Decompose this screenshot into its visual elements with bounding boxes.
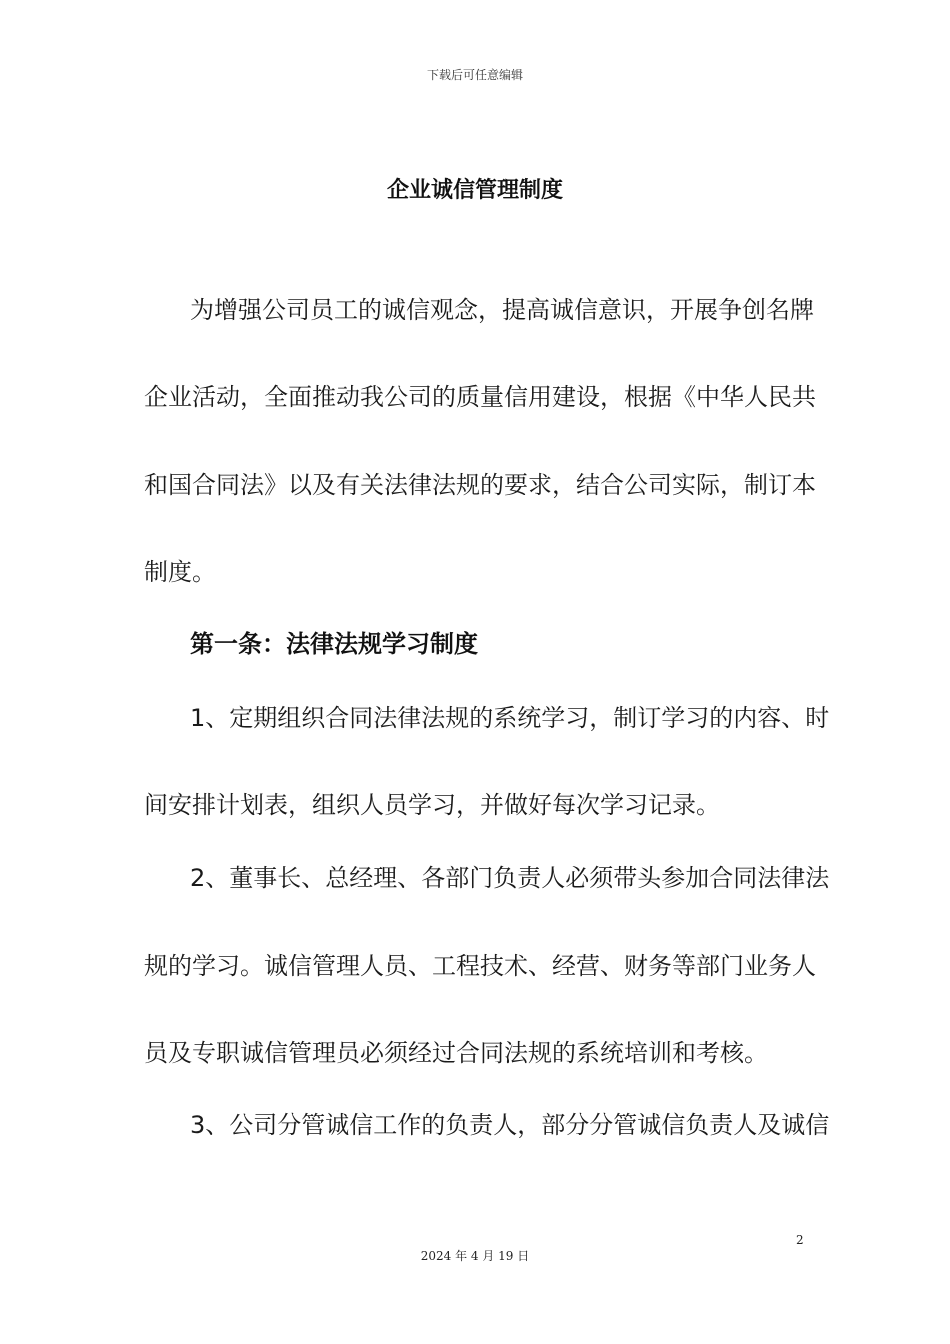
item-1-line-2: 间安排计划表，组织人员学习，并做好每次学习记录。 xyxy=(144,791,720,819)
item-3-line-1: 3、公司分管诚信工作的负责人，部分分管诚信负责人及诚信 xyxy=(190,1111,830,1139)
document-title: 企业诚信管理制度 xyxy=(386,178,563,203)
item-2-line-1: 2、董事长、总经理、各部门负责人必须带头参加合同法律法 xyxy=(190,864,830,892)
intro-line-2: 企业活动，全面推动我公司的质量信用建设，根据《中华人民共 xyxy=(144,383,816,411)
footer-date: 2024 年 4 月 19 日 xyxy=(420,1249,530,1263)
item-2-line-2: 规的学习。诚信管理人员、工程技术、经营、财务等部门业务人 xyxy=(144,952,816,980)
item-2-line-3: 员及专职诚信管理员必须经过合同法规的系统培训和考核。 xyxy=(144,1039,768,1067)
header-note: 下载后可任意编辑 xyxy=(426,68,523,82)
intro-line-4: 制度。 xyxy=(144,558,216,586)
section-1-heading: 第一条：法律法规学习制度 xyxy=(190,630,478,658)
intro-line-3: 和国合同法》以及有关法律法规的要求，结合公司实际，制订本 xyxy=(144,471,816,499)
page-number: 2 xyxy=(796,1233,804,1247)
intro-line-1: 为增强公司员工的诚信观念，提高诚信意识，开展争创名牌 xyxy=(190,296,814,324)
item-1-line-1: 1、定期组织合同法律法规的系统学习，制订学习的内容、时 xyxy=(190,704,830,732)
